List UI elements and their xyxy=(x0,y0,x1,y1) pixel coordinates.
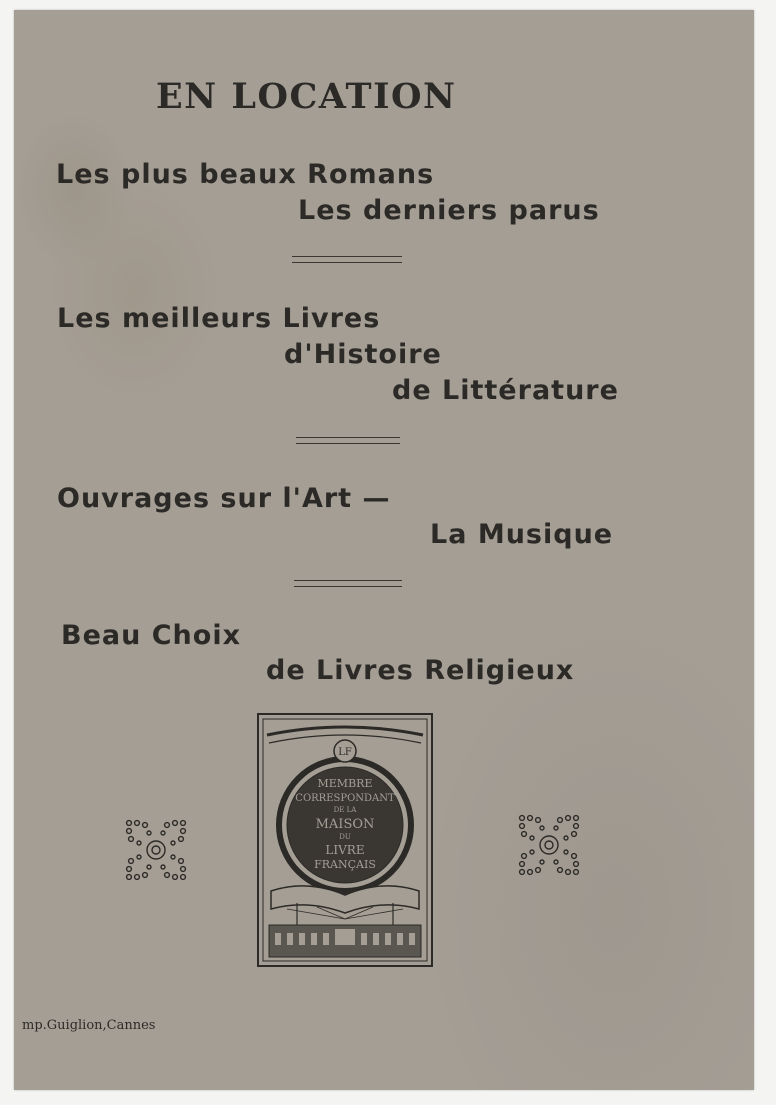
section-4-line-2: de Livres Religieux xyxy=(266,655,575,686)
section-2-line-1: Les meilleurs Livres xyxy=(57,303,381,334)
seal-line-6: LIVRE xyxy=(325,843,365,857)
seal-line-1: MEMBRE xyxy=(317,777,373,790)
section-1-line-2: Les derniers parus xyxy=(298,195,600,226)
left-rosette-ornament-icon xyxy=(123,817,189,883)
section-4-line-1: Beau Choix xyxy=(61,620,241,651)
printer-credit: mp.Guiglion,Cannes xyxy=(22,1018,156,1033)
seal-line-5: DU xyxy=(339,833,351,841)
right-rosette-ornament-icon xyxy=(516,812,582,878)
section-2-line-2: d'Histoire xyxy=(284,339,442,370)
page-title: EN LOCATION xyxy=(156,76,457,117)
divider-1 xyxy=(292,256,402,263)
maison-du-livre-francais-emblem xyxy=(257,713,433,967)
seal-line-3: DE LA xyxy=(333,806,357,814)
seal-line-7: FRANÇAIS xyxy=(314,858,376,871)
seal-line-2: CORRESPONDANT xyxy=(295,793,395,804)
divider-3 xyxy=(294,580,402,587)
seal-monogram: LF xyxy=(338,747,352,758)
section-2-line-3: de Littérature xyxy=(392,375,619,406)
seal-line-4: MAISON xyxy=(315,817,375,832)
section-3-line-2: La Musique xyxy=(430,519,614,550)
section-1-line-1: Les plus beaux Romans xyxy=(56,159,435,190)
divider-2 xyxy=(296,437,400,444)
section-3-line-1: Ouvrages sur l'Art — xyxy=(57,483,391,514)
